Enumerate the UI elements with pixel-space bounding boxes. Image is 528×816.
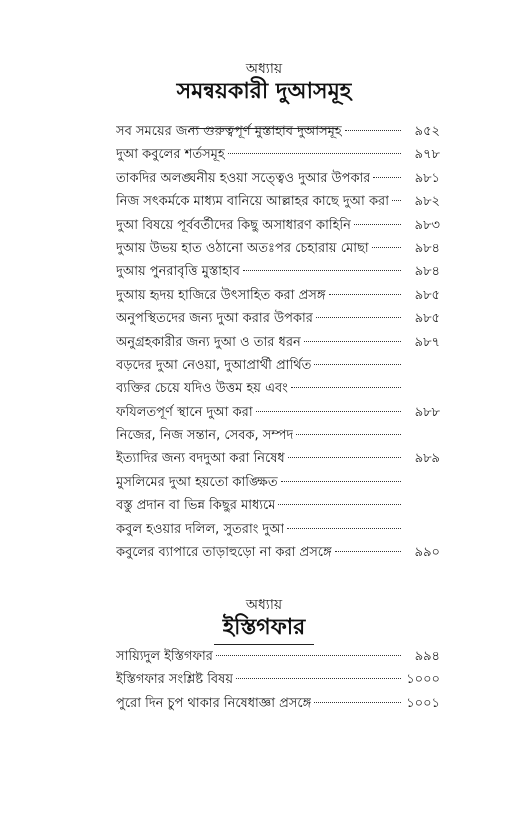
dot-leader	[314, 702, 401, 703]
toc-entry-title: সব সময়ের জন্য গুরুত্বপূর্ণ মুস্তাহাব দুআসমূহ	[116, 124, 342, 139]
toc-entry-page: ১০০০	[406, 672, 440, 688]
toc-entry-title: মুসলিমের দুআ হয়তো কাঙ্ক্ষিত	[116, 474, 278, 490]
dot-leader	[304, 341, 401, 342]
toc-entry-page: ৯৮৪	[414, 240, 440, 256]
toc-entry[interactable]	[116, 401, 440, 424]
dot-leader	[287, 528, 401, 529]
toc-entry-title: দুআয় হৃদয় হাজিরে উৎসাহিত করা প্রসঙ্গ	[116, 287, 326, 303]
toc-entry-page: ৯৮২	[414, 194, 440, 210]
toc-entry-page: ৯৮১	[414, 170, 440, 186]
toc-entry-page: ৯৭৮	[414, 147, 440, 163]
toc-entry[interactable]	[116, 190, 440, 213]
toc-entry[interactable]	[116, 668, 440, 691]
toc-entry-title: ইস্তিগফার সংশ্লিষ্ট বিষয়	[116, 672, 233, 688]
toc-entry-title: দুআয় পুনরাবৃত্তি মুস্তাহাব	[116, 264, 240, 280]
toc-entry-title: কবুল হওয়ার দলিল, সুতরাং দুআ	[116, 521, 285, 537]
toc-entry[interactable]	[116, 471, 440, 494]
toc-entry[interactable]	[116, 377, 440, 400]
toc-entry[interactable]	[116, 307, 440, 330]
toc-entry-title: বড়দের দুআ নেওয়া, দুআপ্রার্থী প্রার্থিত	[116, 357, 312, 373]
toc-entry[interactable]	[116, 120, 440, 143]
toc-entry[interactable]	[116, 692, 440, 715]
dot-leader	[316, 317, 401, 318]
toc-entry-title: অনুপস্থিতদের জন্য দুআ করার উপকার	[116, 311, 313, 327]
dot-leader	[278, 504, 401, 505]
chapter-kicker: অধ্যায়	[245, 61, 283, 77]
toc-entry[interactable]	[116, 214, 440, 237]
toc-entry-title: দুআ কবুলের শর্তসমূহ	[116, 147, 225, 163]
toc-entry[interactable]	[116, 518, 440, 541]
toc-entry[interactable]	[116, 284, 440, 307]
toc-entry[interactable]	[116, 331, 440, 354]
toc-entry-title: দুআয় উভয় হাত ওঠানো অতঃপর চেহারায় মোছা	[116, 240, 369, 256]
dot-leader	[228, 153, 401, 154]
dot-leader	[236, 678, 401, 679]
toc-entry[interactable]	[116, 645, 440, 668]
toc-entry[interactable]	[116, 494, 440, 517]
chapter-kicker: অধ্যায়	[245, 597, 283, 613]
dot-leader	[314, 364, 401, 365]
dot-leader	[335, 551, 401, 552]
dot-leader	[291, 387, 401, 388]
toc-list-1	[116, 120, 440, 564]
toc-entry[interactable]	[116, 143, 440, 166]
chapter-header-1	[0, 60, 528, 106]
toc-entry-page: ৯৮৮	[414, 404, 440, 420]
toc-entry[interactable]	[116, 354, 440, 377]
toc-entry-page: ৯৫২	[414, 124, 440, 139]
toc-entry-page: ৯৯০	[414, 545, 440, 561]
dot-leader	[373, 177, 401, 178]
toc-entry-title: নিজের, নিজ সন্তান, সেবক, সম্পদ	[116, 428, 294, 444]
toc-entry-title: সায়্যিদুল ইস্তিগফার	[116, 649, 213, 664]
toc-entry-title: অনুগ্রহকারীর জন্য দুআ ও তার ধরন	[116, 334, 301, 350]
toc-list-2	[116, 645, 440, 715]
toc-entry-title: পুরো দিন চুপ থাকার নিষেধাজ্ঞা প্রসঙ্গে	[116, 695, 312, 711]
dot-leader	[392, 200, 401, 201]
toc-entry-page: ৯৮৯	[414, 451, 440, 467]
chapter-heading: সমন্বয়কারী দুআসমূহ	[176, 79, 352, 104]
toc-entry[interactable]	[116, 237, 440, 260]
toc-entry[interactable]	[116, 167, 440, 190]
toc-entry-title: ইত্যাদির জন্য বদদুআ করা নিষেধ	[116, 451, 285, 467]
toc-entry-title: বস্তু প্রদান বা ভিন্ন কিছুর মাধ্যমে	[116, 498, 276, 514]
toc-entry-page: ১০০১	[406, 695, 440, 711]
toc-entry[interactable]	[116, 260, 440, 283]
toc-entry-title: ফযিলতপূর্ণ স্থানে দুআ করা	[116, 404, 253, 420]
toc-entry-title: দুআ বিষয়ে পূর্ববর্তীদের কিছু অসাধারণ কাহিনি	[116, 217, 351, 233]
chapter-header-2	[0, 596, 528, 642]
toc-entry-page: ৯৮৫	[414, 287, 440, 303]
dot-leader	[296, 434, 401, 435]
toc-entry[interactable]	[116, 447, 440, 470]
dot-leader	[345, 130, 401, 131]
dot-leader	[372, 247, 401, 248]
toc-entry-page: ৯৯৪	[414, 649, 440, 664]
toc-entry[interactable]	[116, 541, 440, 564]
dot-leader	[354, 224, 401, 225]
dot-leader	[243, 270, 401, 271]
toc-entry[interactable]	[116, 424, 440, 447]
toc-entry-page: ৯৮৪	[414, 264, 440, 280]
dot-leader	[256, 411, 401, 412]
toc-entry-title: নিজ সৎকর্মকে মাধ্যম বানিয়ে আল্লাহর কাছে দুআ করা	[116, 194, 389, 210]
dot-leader	[329, 294, 401, 295]
dot-leader	[288, 457, 401, 458]
toc-entry-title: তাকদির অলঙ্ঘনীয় হওয়া সত্ত্বেও দুআর উপকার	[116, 170, 371, 186]
toc-entry-title: ব্যক্তির চেয়ে যদিও উত্তম হয় এবং	[116, 381, 288, 397]
dot-leader	[216, 655, 401, 656]
chapter-heading: ইস্তিগফার	[222, 615, 306, 640]
toc-entry-page: ৯৮৫	[414, 311, 440, 327]
toc-entry-page: ৯৮৩	[414, 217, 440, 233]
toc-entry-title: কবুলের ব্যাপারে তাড়াহুড়ো না করা প্রসঙ্গে	[116, 545, 332, 561]
toc-entry-page: ৯৮৭	[414, 334, 440, 350]
dot-leader	[281, 481, 401, 482]
